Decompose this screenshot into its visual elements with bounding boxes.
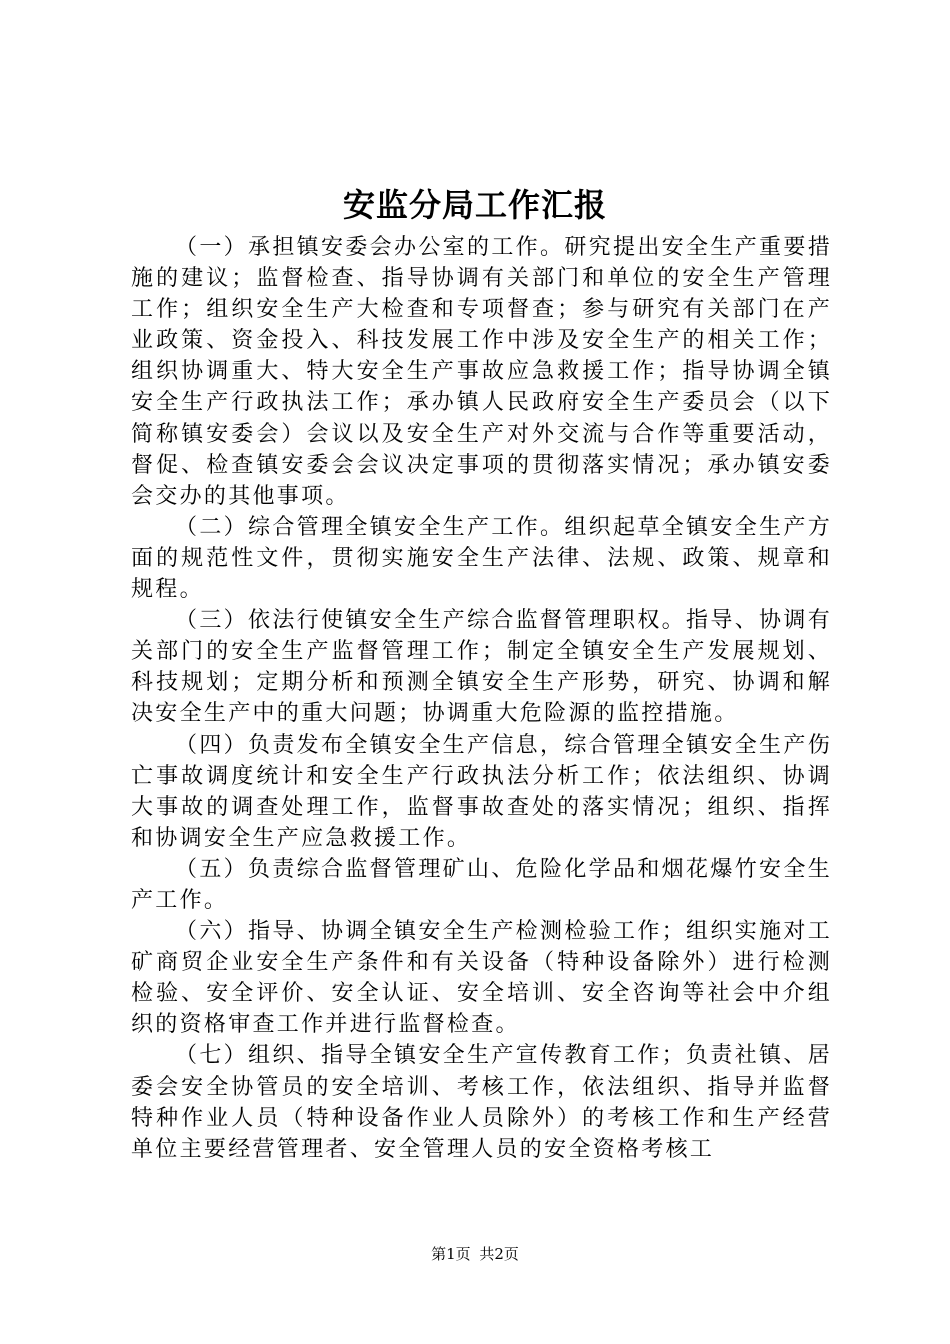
document-body <box>131 232 832 1165</box>
paragraph-4: （四）负责发布全镇安全生产信息，综合管理全镇安全生产伤亡事故调度统计和安全生产行政执法分析工作；依法组织、协调大事故的调查处理工作，监督事故查处的落实情况；组织、指挥和协调安全生产应急救援工作。 <box>131 732 832 851</box>
paragraph-3: （三）依法行使镇安全生产综合监督管理职权。指导、协调有关部门的安全生产监督管理工作；制定全镇安全生产发展规划、科技规划；定期分析和预测全镇安全生产形势，研究、协调和解决安全生产中的重大问题；协调重大危险源的监控措施。 <box>131 608 832 727</box>
paragraph-7: （七）组织、指导全镇安全生产宣传教育工作；负责社镇、居委会安全协管员的安全培训、考核工作，依法组织、指导并监督特种作业人员（特种设备作业人员除外）的考核工作和生产经营单位主要经营管理者、安全管理人员的安全资格考核工 <box>131 1043 832 1162</box>
paragraph-2: （二）综合管理全镇安全生产工作。组织起草全镇安全生产方面的规范性文件，贯彻实施安全生产法律、法规、政策、规章和规程。 <box>131 514 832 603</box>
paragraph-1: （一）承担镇安委会办公室的工作。研究提出安全生产重要措施的建议；监督检查、指导协调有关部门和单位的安全生产管理工作；组织安全生产大检查和专项督查；参与研究有关部门在产业政策、资金投入、科技发展工作中涉及安全生产的相关工作；组织协调重大、特大安全生产事故应急救援工作；指导协调全镇安全生产行政执法工作；承办镇人民政府安全生产委员会（以下简称镇安委会）会议以及安全生产对外交流与合作等重要活动，督促、检查镇安委会会议决定事项的贯彻落实情况；承办镇安委会交办的其他事项。 <box>131 235 832 509</box>
paragraph-6: （六）指导、协调全镇安全生产检测检验工作；组织实施对工矿商贸企业安全生产条件和有关设备（特种设备除外）进行检测检验、安全评价、安全认证、安全培训、安全咨询等社会中介组织的资格审查工作并进行监督检查。 <box>131 919 832 1038</box>
page-total: 共2页 <box>479 1245 519 1263</box>
page-number: 第1页 <box>431 1245 471 1263</box>
paragraph-5: （五）负责综合监督管理矿山、危险化学品和烟花爆竹安全生产工作。 <box>131 856 832 913</box>
document-title: 安监分局工作汇报 <box>342 186 607 224</box>
page-footer <box>0 1244 950 1264</box>
